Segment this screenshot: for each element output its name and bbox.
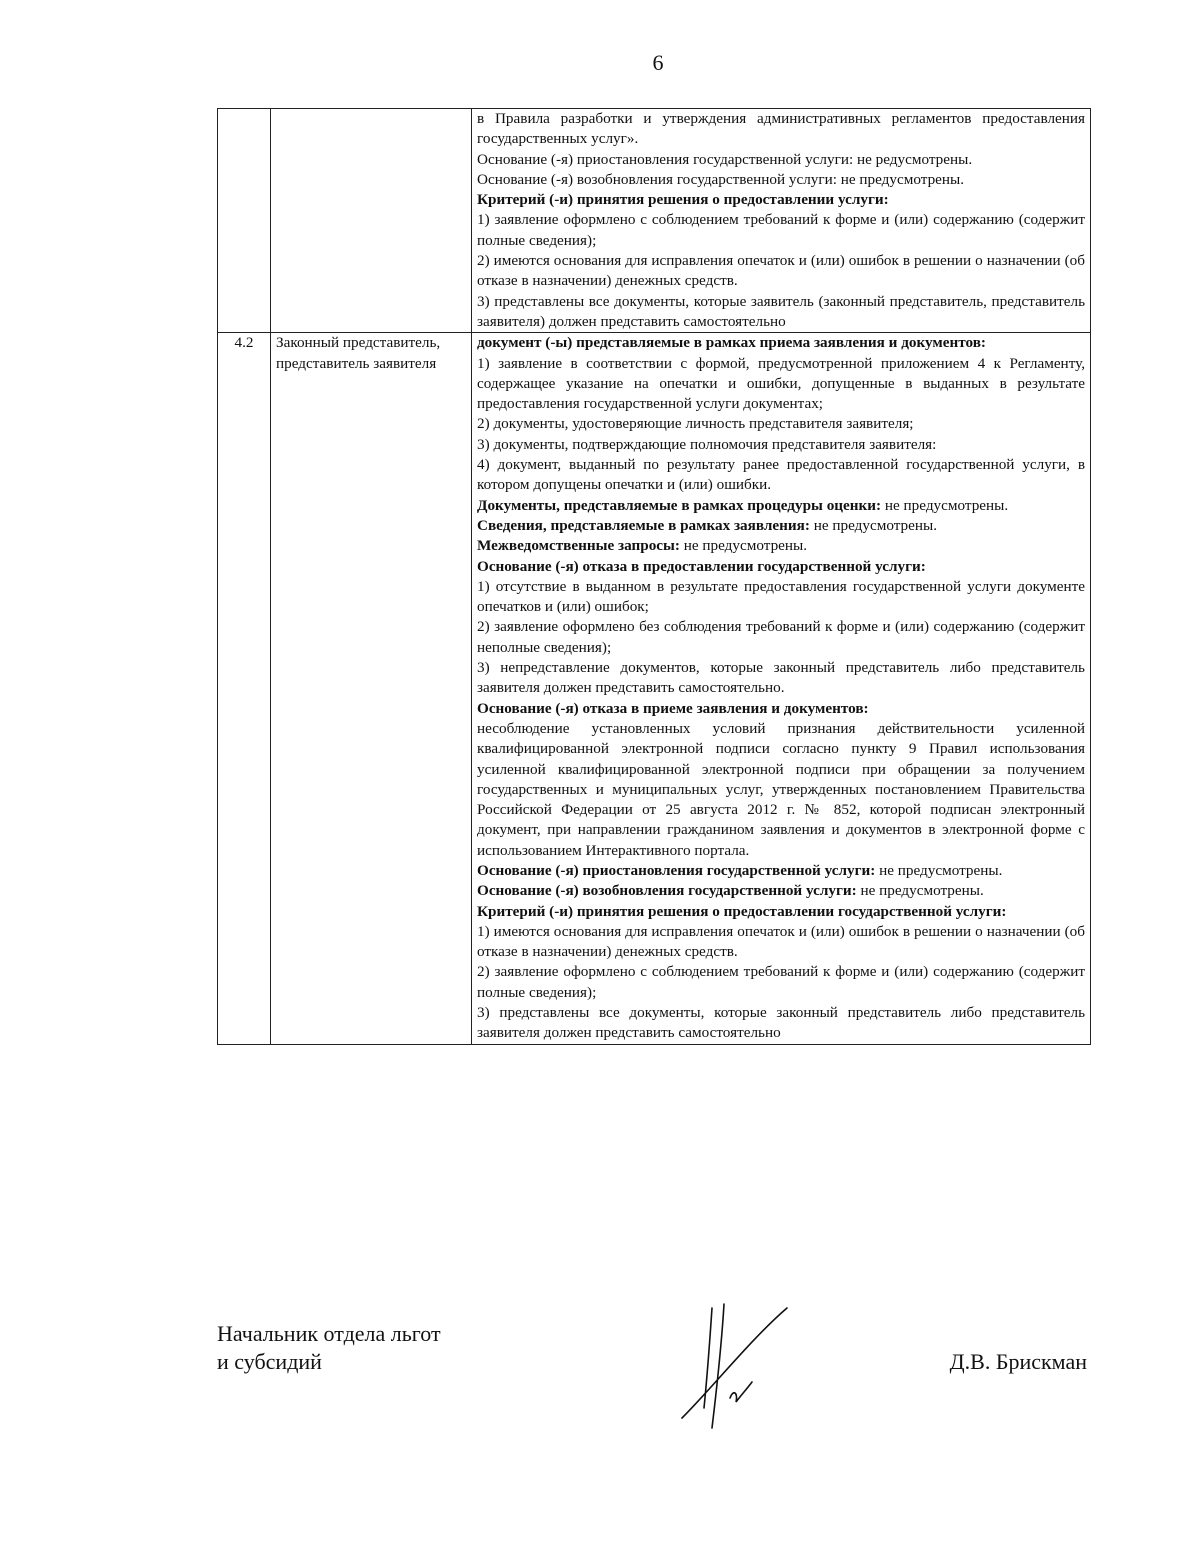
- paragraph-heading: Критерий (-и) принятия решения о предоставлении услуги:: [477, 191, 889, 209]
- paragraph-text: 4) документ, выданный по результату ранее предоставленной государственной услуги, в котором допущены опечатки и (или) ошибки.: [477, 456, 1085, 494]
- content-paragraph: [477, 861, 1085, 881]
- content-paragraph: [477, 109, 1085, 150]
- signatory-position-line: Начальник отдела льгот: [217, 1321, 441, 1346]
- paragraph-heading: Основание (-я) приостановления государственной услуги:: [477, 861, 876, 879]
- signature-block: [217, 1320, 1087, 1450]
- content-paragraph: [477, 699, 1085, 719]
- signatory-position: [217, 1320, 441, 1376]
- content-paragraph: [477, 577, 1085, 618]
- paragraph-heading: Документы, представляемые в рамках процедуры оценки:: [477, 496, 882, 514]
- paragraph-text: не предусмотрены.: [856, 882, 984, 900]
- paragraph-text: Основание (-я) приостановления государственной услуги: не редусмотрены.: [477, 150, 973, 168]
- content-paragraph: [477, 333, 1085, 353]
- content-paragraph: [477, 455, 1085, 496]
- content-paragraph: [477, 210, 1085, 251]
- paragraph-text: не предусмотрены.: [881, 496, 1009, 514]
- content-paragraph: [477, 292, 1085, 333]
- content-paragraph: [477, 496, 1085, 516]
- paragraph-heading: документ (-ы) представляемые в рамках приема заявления и документов:: [477, 334, 986, 352]
- content-paragraph: [477, 1003, 1085, 1044]
- content-paragraph: [477, 881, 1085, 901]
- paragraph-text: 3) документы, подтверждающие полномочия представителя заявителя:: [477, 435, 937, 453]
- paragraph-text: Основание (-я) возобновления государственной услуги: не предусмотрены.: [477, 170, 965, 188]
- content-paragraph: [477, 150, 1085, 170]
- paragraph-text: 2) заявление оформлено без соблюдения требований к форме и (или) содержанию (содержит неполные сведения);: [477, 618, 1085, 656]
- row-number: 4.2: [218, 333, 271, 1044]
- paragraph-text: 3) непредставление документов, которые законный представитель либо представитель заявителя должен представить самостоятельно.: [477, 659, 1085, 697]
- applicant-category: Законный представитель, представитель заявителя: [271, 333, 472, 1044]
- signatory-name: Д.В. Брискман: [949, 1349, 1087, 1374]
- paragraph-text: не предусмотрены.: [809, 516, 937, 534]
- content-paragraph: [477, 719, 1085, 861]
- content-paragraph: [477, 902, 1085, 922]
- paragraph-text: 1) отсутствие в выданном в результате предоставления государственной услуги документе опечатков и (или) ошибок;: [477, 577, 1085, 616]
- handwritten-signature: [672, 1298, 792, 1438]
- paragraph-text: несоблюдение установленных условий признания действительности усиленной квалифицированной электронной подписи согласно пункту 9 Правил использования усиленной квалифицированной электронной подписи при обращении за получением государственных и муниципальных услуг, утвержденных постановлением Правительства Российской Федерации от 25 августа 2012 г. № 852, которой подписан электронный документ, при направлении гражданином заявления и документов в электронной форме с использованием Интерактивного портала.: [477, 719, 1085, 859]
- paragraph-text: 3) представлены все документы, которые заявитель (законный представитель, представитель заявителя) должен представить самостоятельно: [477, 292, 1085, 330]
- paragraph-text: не предусмотрены.: [875, 861, 1003, 879]
- paragraph-heading: Сведения, представляемые в рамках заявления:: [477, 516, 810, 534]
- content-paragraph: [477, 251, 1085, 292]
- regulation-table: [217, 108, 1091, 1045]
- applicant-category: [271, 109, 472, 333]
- paragraph-text: в Правила разработки и утверждения административных регламентов предоставления государственных услуг».: [477, 110, 1085, 148]
- content-paragraph: [477, 922, 1085, 963]
- paragraph-text: 1) заявление в соответствии с формой, предусмотренной приложением 4 к Регламенту, содержащее указание на опечатки и ошибки, допущенные в выданных в результате предоставления государственной услуги документах;: [477, 354, 1085, 413]
- row-number: [218, 109, 271, 333]
- paragraph-text: 3) представлены все документы, которые законный представитель либо представитель заявителя должен представить самостоятельно: [477, 1004, 1085, 1042]
- paragraph-text: не предусмотрены.: [679, 537, 808, 555]
- paragraph-text: 2) документы, удостоверяющие личность представителя заявителя;: [477, 415, 914, 433]
- page-number: 6: [652, 50, 664, 75]
- content-paragraph: [477, 962, 1085, 1003]
- content-paragraph: [477, 516, 1085, 536]
- table-row: [218, 109, 1091, 333]
- content-paragraph: [477, 190, 1085, 210]
- content-paragraph: [477, 354, 1085, 415]
- content-paragraph: [477, 658, 1085, 699]
- content-paragraph: [477, 557, 1085, 577]
- content-paragraph: [477, 170, 1085, 190]
- paragraph-text: 1) заявление оформлено с соблюдением требований к форме и (или) содержанию (содержит полные сведения);: [477, 211, 1085, 249]
- content-paragraph: [477, 414, 1085, 434]
- paragraph-heading: Межведомственные запросы:: [477, 537, 680, 555]
- paragraph-heading: Основание (-я) возобновления государственной услуги:: [477, 882, 857, 900]
- paragraph-text: 2) заявление оформлено с соблюдением требований к форме и (или) содержанию (содержит полные сведения);: [477, 963, 1085, 1001]
- content-paragraph: [477, 617, 1085, 658]
- table-row: [218, 333, 1091, 1044]
- row-content: [472, 109, 1091, 333]
- paragraph-heading: Критерий (-и) принятия решения о предоставлении государственной услуги:: [477, 902, 1007, 920]
- content-paragraph: [477, 536, 1085, 556]
- paragraph-text: 1) имеются основания для исправления опечаток и (или) ошибок в решении о назначении (об отказе в назначении) денежных средств.: [477, 922, 1085, 961]
- paragraph-heading: Основание (-я) отказа в приеме заявления и документов:: [477, 699, 869, 717]
- content-paragraph: [477, 435, 1085, 455]
- paragraph-text: 2) имеются основания для исправления опечаток и (или) ошибок в решении о назначении (об отказе в назначении) денежных средств.: [477, 252, 1085, 290]
- paragraph-heading: Основание (-я) отказа в предоставлении государственной услуги:: [477, 557, 926, 575]
- row-content: [472, 333, 1091, 1044]
- signatory-position-line: и субсидий: [217, 1349, 322, 1374]
